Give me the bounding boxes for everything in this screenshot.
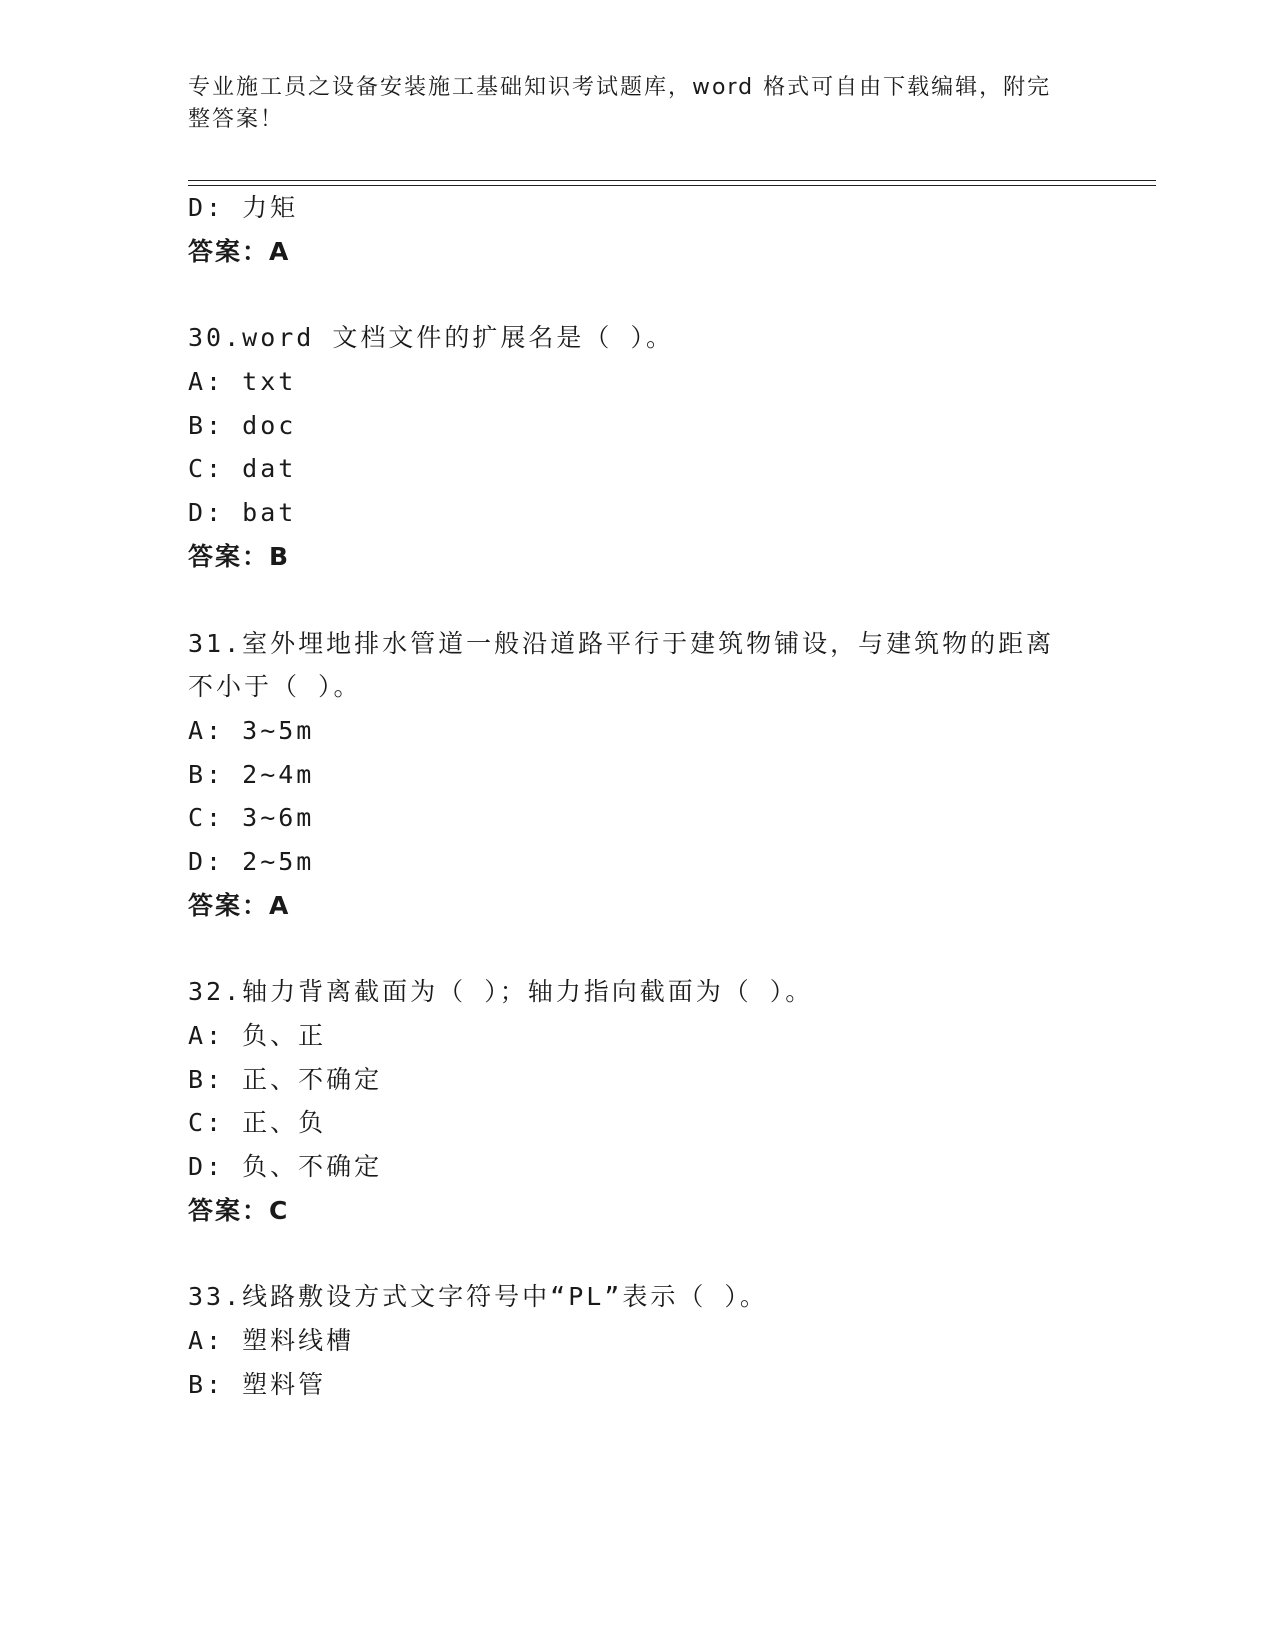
q30-option-a: A: txt	[188, 367, 297, 396]
q30-option-d: D: bat	[188, 498, 297, 527]
q32-stem: 32.轴力背离截面为（ ）；轴力指向截面为（ ）。	[188, 977, 814, 1006]
q29-option-d: D: 力矩	[188, 193, 299, 222]
header-title-line-1: 专业施工员之设备安装施工基础知识考试题库，word 格式可自由下载编辑，附完	[188, 75, 1052, 100]
q31-stem-line-2: 不小于（ ）。	[188, 672, 362, 701]
q30-answer: 答案：B	[188, 542, 291, 571]
header-title-line-2: 整答案！	[188, 107, 285, 132]
q33-option-a: A: 塑料线槽	[188, 1326, 355, 1355]
q29-answer: 答案：A	[188, 237, 291, 266]
q31-option-b: B: 2~4m	[188, 760, 315, 789]
q30-option-c: C: dat	[188, 454, 297, 483]
q31-option-d: D: 2~5m	[188, 847, 315, 876]
q32-option-c: C: 正、负	[188, 1108, 327, 1137]
q32-option-d: D: 负、不确定	[188, 1152, 383, 1181]
q31-answer: 答案：A	[188, 891, 291, 920]
q32-answer: 答案：C	[188, 1196, 290, 1225]
q33-option-b: B: 塑料管	[188, 1370, 327, 1399]
q31-option-a: A: 3~5m	[188, 716, 315, 745]
header-divider-top	[188, 180, 1156, 181]
q30-option-b: B: doc	[188, 411, 297, 440]
q32-option-a: A: 负、正	[188, 1021, 327, 1050]
q31-stem-line-1: 31.室外埋地排水管道一般沿道路平行于建筑物铺设，与建筑物的距离	[188, 629, 1055, 658]
q31-option-c: C: 3~6m	[188, 803, 315, 832]
q30-stem: 30.word 文档文件的扩展名是（ ）。	[188, 323, 674, 352]
document-header	[188, 72, 1068, 136]
q33-stem: 33.线路敷设方式文字符号中“PL”表示（ ）。	[188, 1282, 768, 1311]
q32-option-b: B: 正、不确定	[188, 1065, 383, 1094]
header-divider-bottom	[188, 185, 1156, 186]
